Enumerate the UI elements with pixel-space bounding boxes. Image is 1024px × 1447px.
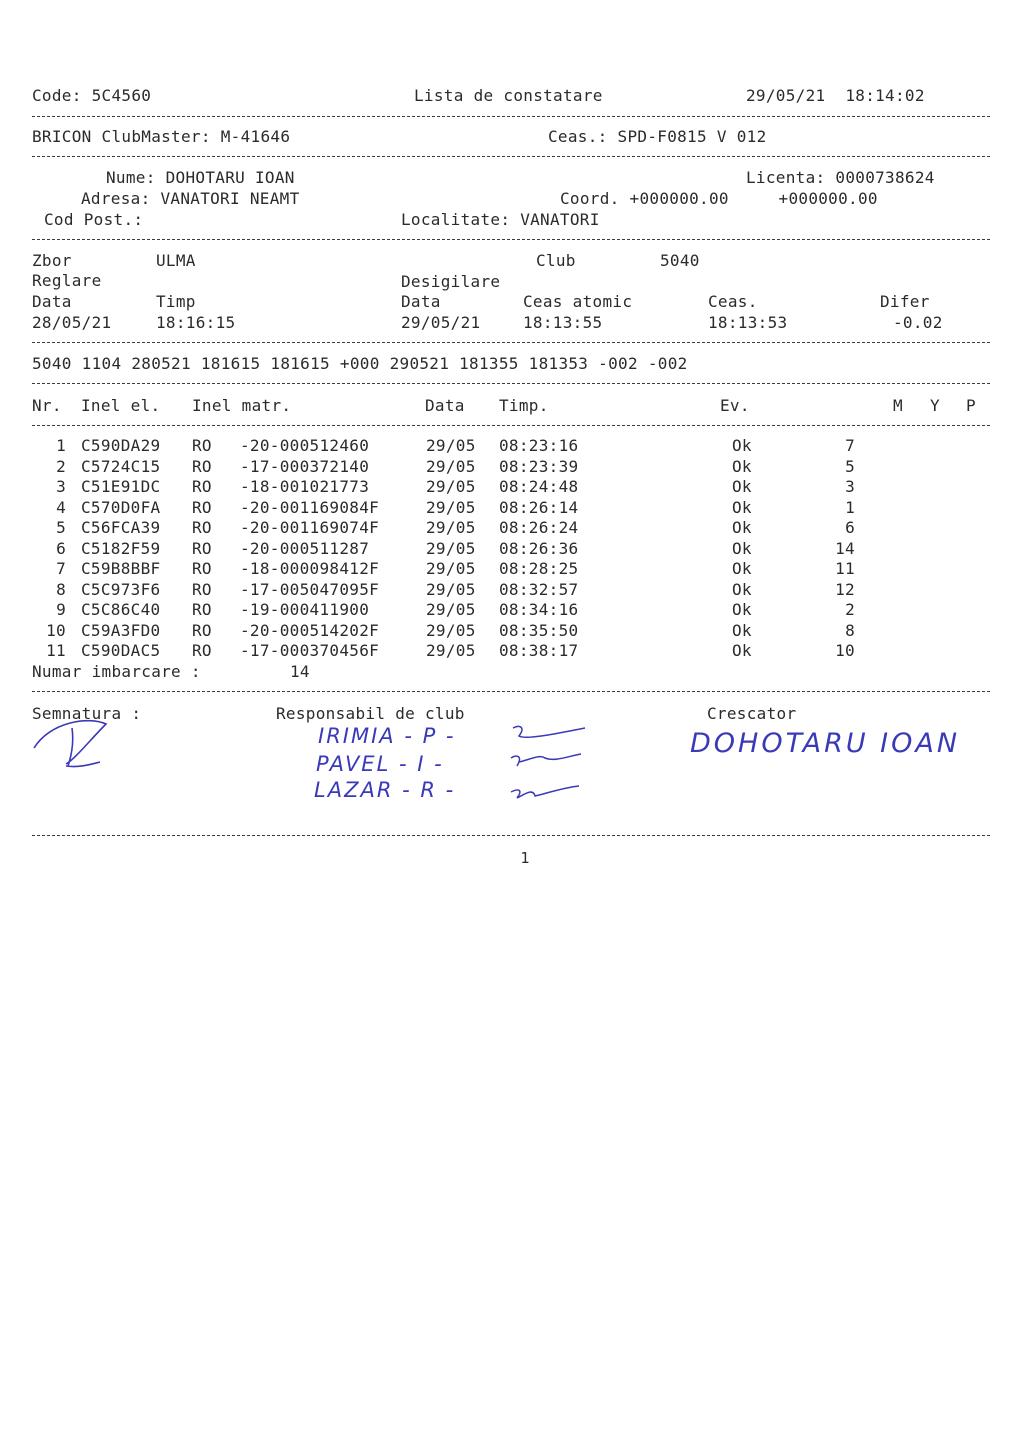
row-place: 11 [835, 559, 855, 578]
row-ring-number: -20-001169084F [240, 497, 380, 517]
flight-label: Zbor [32, 251, 72, 270]
divider [32, 342, 990, 343]
row-time: 08:34:16 [499, 600, 579, 619]
row-date: 29/05 [426, 579, 476, 599]
row-time: 08:35:50 [499, 620, 579, 640]
row-event: Ok [732, 436, 752, 455]
breeder-name-handwritten: DOHOTARU IOAN [690, 728, 961, 759]
row-place: 3 [845, 477, 855, 496]
row-nr: 1 [56, 436, 66, 455]
col-event: Ev. [720, 396, 750, 415]
row-ring-number: -18-001021773 [240, 477, 370, 496]
row-country: RO [192, 559, 212, 578]
row-date: 29/05 [426, 456, 476, 476]
row-country: RO [192, 620, 212, 640]
row-ring-number: -18-000098412F [240, 559, 380, 578]
col-nr: Nr. [32, 396, 62, 415]
row-place: 2 [845, 600, 855, 619]
divider [32, 156, 990, 157]
col-ring-number: Inel matr. [192, 396, 292, 415]
divider [32, 425, 990, 426]
code: Code: 5C4560 [32, 86, 152, 105]
row-country: RO [192, 538, 212, 558]
row-country: RO [192, 497, 212, 517]
row-nr: 2 [56, 456, 66, 476]
row-nr: 9 [56, 600, 66, 619]
reglare-time: 18:16:15 [156, 313, 236, 332]
row-nr: 7 [56, 559, 66, 578]
row-nr: 8 [56, 579, 66, 599]
row-time: 08:32:57 [499, 579, 579, 599]
row-date: 29/05 [426, 538, 476, 558]
boarded-count-label: Numar imbarcare : [32, 662, 201, 681]
row-ring-number: -17-000370456F [240, 641, 380, 660]
reglare-label: Reglare [32, 271, 102, 290]
license: Licenta: 0000738624 [746, 168, 935, 187]
row-time: 08:26:24 [499, 518, 579, 537]
row-place: 6 [845, 518, 855, 537]
col-time: Timp. [499, 396, 549, 415]
row-date: 29/05 [426, 477, 476, 496]
page-number: 1 [520, 849, 530, 867]
divider [32, 383, 990, 384]
row-electronic-ring: C59A3FD0 [81, 620, 161, 640]
row-event: Ok [732, 477, 752, 496]
row-ring-number: -20-000514202F [240, 620, 380, 640]
atomic-clock-time: 18:13:55 [523, 313, 603, 332]
address: Adresa: VANATORI NEAMT [81, 189, 300, 208]
row-ring-number: -20-000511287 [240, 538, 370, 558]
row-place: 1 [845, 497, 855, 517]
col-electronic-ring: Inel el. [81, 396, 161, 415]
row-country: RO [192, 456, 212, 476]
row-place: 8 [845, 620, 855, 640]
row-place: 12 [835, 579, 855, 599]
boarded-count: 14 [290, 662, 310, 681]
row-nr: 4 [56, 497, 66, 517]
club-responsible-label: Responsabil de club [276, 704, 465, 723]
row-event: Ok [732, 538, 752, 558]
row-time: 08:23:39 [499, 456, 579, 476]
handwritten-signature [30, 712, 120, 772]
row-date: 29/05 [426, 620, 476, 640]
responsible-name-2: PAVEL - I - [316, 752, 444, 776]
club-label: Club [536, 251, 576, 270]
row-date: 29/05 [426, 518, 476, 537]
breeder-name: Nume: DOHOTARU IOAN [106, 168, 295, 187]
responsible-initials [505, 718, 595, 808]
atomic-clock-label: Ceas atomic [523, 292, 633, 311]
row-event: Ok [732, 559, 752, 578]
row-country: RO [192, 436, 212, 455]
signature-label: Semnatura : [32, 704, 142, 723]
row-electronic-ring: C51E91DC [81, 477, 161, 496]
row-ring-number: -20-001169074F [240, 518, 380, 537]
row-ring-number: -17-000372140 [240, 456, 370, 476]
row-time: 08:26:36 [499, 538, 579, 558]
row-event: Ok [732, 579, 752, 599]
desigilare-date-label: Data [401, 292, 441, 311]
row-event: Ok [732, 620, 752, 640]
desigilare-date: 29/05/21 [401, 313, 481, 332]
row-electronic-ring: C5C86C40 [81, 600, 161, 619]
divider [32, 116, 990, 117]
locality: Localitate: VANATORI [401, 210, 600, 229]
clock-label: Ceas. [708, 292, 758, 311]
club-value: 5040 [660, 251, 700, 270]
row-country: RO [192, 600, 212, 619]
breeder-label: Crescator [707, 704, 797, 723]
row-electronic-ring: C5182F59 [81, 538, 161, 558]
row-ring-number: -20-000512460 [240, 436, 370, 455]
col-m: M [893, 396, 903, 415]
print-datetime: 29/05/21 18:14:02 [746, 86, 925, 105]
row-event: Ok [732, 518, 752, 537]
row-time: 08:26:14 [499, 497, 579, 517]
row-country: RO [192, 579, 212, 599]
row-nr: 6 [56, 538, 66, 558]
row-date: 29/05 [426, 559, 476, 578]
row-country: RO [192, 518, 212, 537]
row-time: 08:24:48 [499, 477, 579, 496]
postal-code: Cod Post.: [44, 210, 144, 229]
row-electronic-ring: C5724C15 [81, 456, 161, 476]
row-electronic-ring: C590DAC5 [81, 641, 161, 660]
encoded-line: 5040 1104 280521 181615 181615 +000 290521 181355 181353 -002 -002 [32, 354, 688, 373]
divider [32, 835, 990, 836]
reglare-date: 28/05/21 [32, 313, 112, 332]
divider [32, 691, 990, 692]
row-electronic-ring: C570D0FA [81, 497, 161, 517]
reglare-date-label: Data [32, 292, 72, 311]
row-electronic-ring: C56FCA39 [81, 518, 161, 537]
col-y: Y [930, 396, 940, 415]
coordinates: Coord. +000000.00 +000000.00 [560, 189, 878, 208]
desigilare-label: Desigilare [401, 272, 501, 291]
row-time: 08:38:17 [499, 641, 579, 660]
row-place: 14 [835, 538, 855, 558]
flight-value: ULMA [156, 251, 196, 270]
row-place: 10 [835, 641, 855, 660]
row-place: 7 [845, 436, 855, 455]
clock-time: 18:13:53 [708, 313, 788, 332]
responsible-name-3: LAZAR - R - [314, 778, 456, 802]
row-country: RO [192, 641, 212, 660]
row-date: 29/05 [426, 641, 476, 660]
row-ring-number: -17-005047095F [240, 579, 380, 599]
row-ring-number: -19-000411900 [240, 600, 370, 619]
reglare-time-label: Timp [156, 292, 196, 311]
row-electronic-ring: C5C973F6 [81, 579, 161, 599]
row-date: 29/05 [426, 497, 476, 517]
col-date: Data [425, 396, 465, 415]
row-electronic-ring: C59B8BBF [81, 559, 161, 578]
row-event: Ok [732, 456, 752, 476]
row-time: 08:28:25 [499, 559, 579, 578]
clock-id: Ceas.: SPD-F0815 V 012 [548, 127, 767, 146]
row-event: Ok [732, 600, 752, 619]
responsible-name-1: IRIMIA - P - [318, 724, 456, 748]
row-nr: 10 [46, 620, 66, 640]
row-time: 08:23:16 [499, 436, 579, 455]
clubmaster: BRICON ClubMaster: M-41646 [32, 127, 291, 146]
row-nr: 5 [56, 518, 66, 537]
col-p: P [966, 396, 976, 415]
difference-label: Difer [880, 292, 930, 311]
row-place: 5 [845, 456, 855, 476]
difference-value: -0.02 [893, 313, 943, 332]
row-event: Ok [732, 641, 752, 660]
row-date: 29/05 [426, 436, 476, 455]
divider [32, 239, 990, 240]
row-event: Ok [732, 497, 752, 517]
row-electronic-ring: C590DA29 [81, 436, 161, 455]
row-nr: 3 [56, 477, 66, 496]
row-country: RO [192, 477, 212, 496]
row-date: 29/05 [426, 600, 476, 619]
row-nr: 11 [46, 641, 66, 660]
document-title: Lista de constatare [414, 86, 603, 105]
